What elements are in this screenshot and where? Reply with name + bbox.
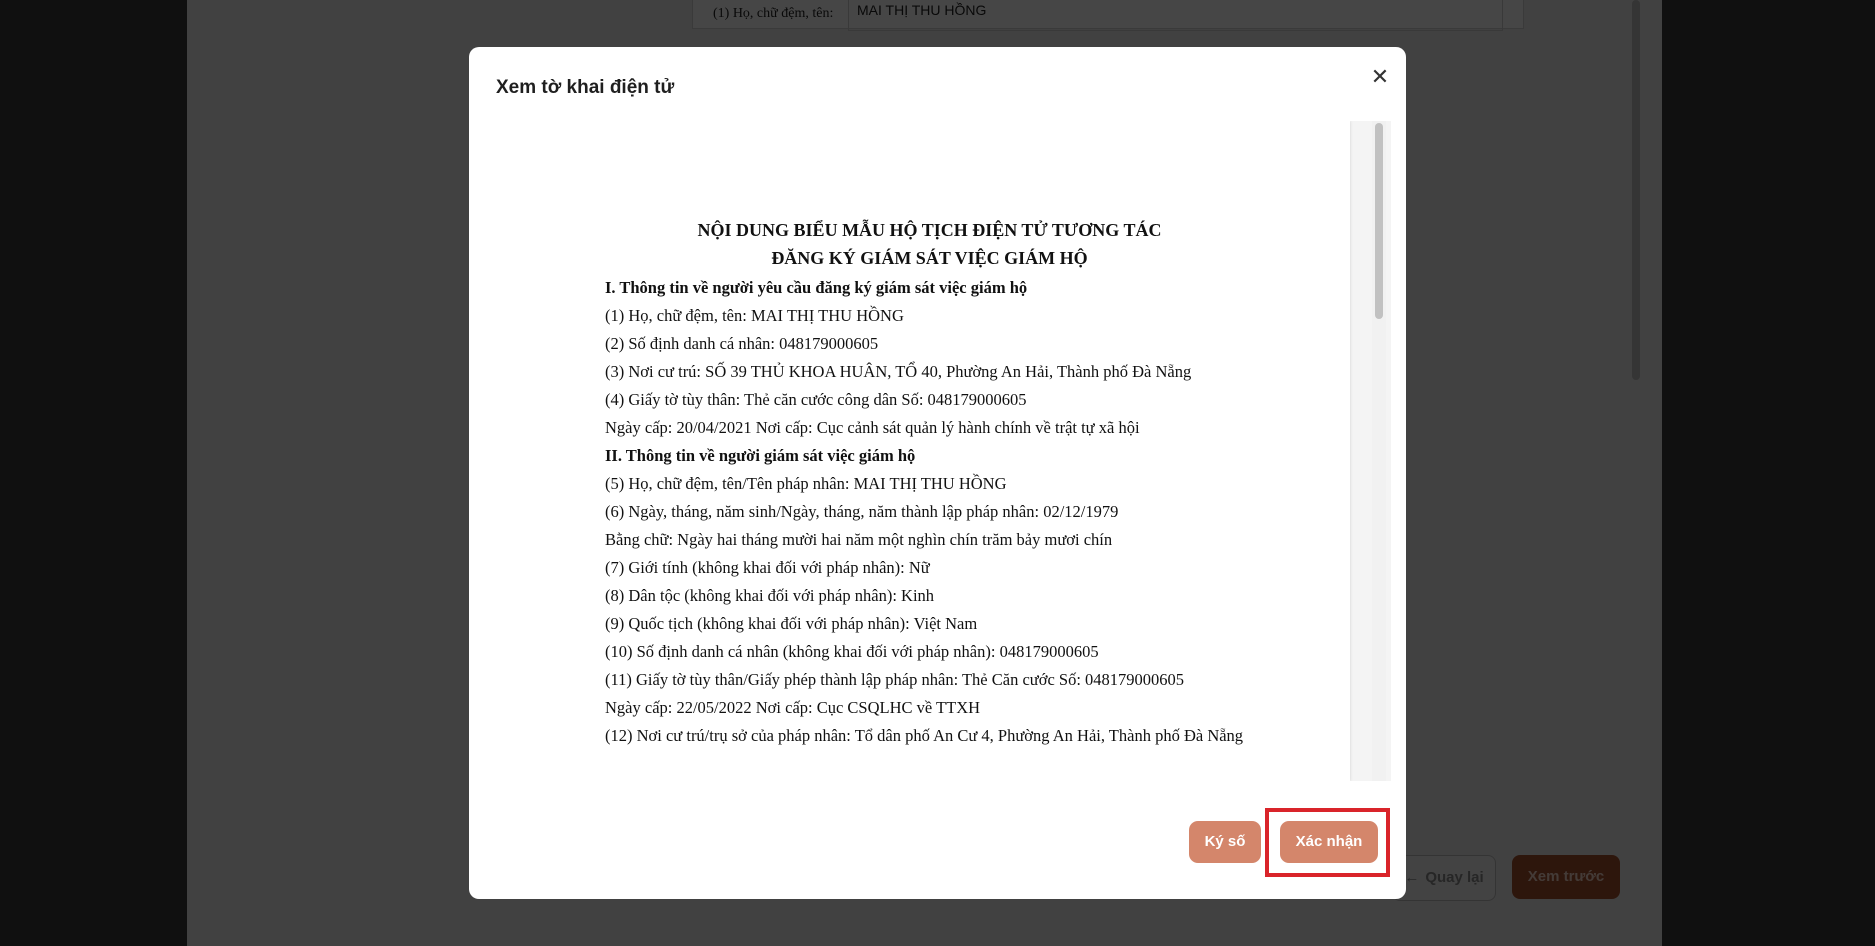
document-title-line2: ĐĂNG KÝ GIÁM SÁT VIỆC GIÁM HỘ	[771, 248, 1088, 268]
document-scrollbar-thumb[interactable]	[1375, 123, 1383, 319]
document-line: Ngày cấp: 20/04/2021 Nơi cấp: Cục cảnh sát quản lý hành chính về trật tự xã hội	[605, 418, 1140, 437]
document-line: (10) Số định danh cá nhân (không khai đối với pháp nhân): 048179000605	[605, 642, 1099, 661]
document-line: (11) Giấy tờ tùy thân/Giấy phép thành lập pháp nhân: Thẻ Căn cước Số: 048179000605	[605, 670, 1185, 689]
document-line: (9) Quốc tịch (không khai đối với pháp nhân): Việt Nam	[605, 614, 978, 633]
document-line: Bằng chữ: Ngày hai tháng mười hai năm một nghìn chín trăm bảy mươi chín	[605, 530, 1113, 549]
document-line: (8) Dân tộc (không khai đối với pháp nhân): Kinh	[605, 586, 935, 605]
document-line: (4) Giấy tờ tùy thân: Thẻ căn cước công dân Số: 048179000605	[605, 390, 1027, 409]
document-page	[509, 121, 1350, 781]
document-line: (3) Nơi cư trú: SỐ 39 THỦ KHOA HUÂN, TỔ 40, Phường An Hải, Thành phố Đà Nẵng	[605, 362, 1192, 381]
document-line: (1) Họ, chữ đệm, tên: MAI THỊ THU HỒNG	[605, 306, 904, 325]
digital-sign-button[interactable]: Ký số	[1189, 821, 1261, 863]
document-line: (12) Nơi cư trú/trụ sở của pháp nhân: Tổ dân phố An Cư 4, Phường An Hải, Thành phố Đà Nẵng	[605, 726, 1244, 745]
declaration-preview-modal	[469, 47, 1406, 899]
document-line: (7) Giới tính (không khai đối với pháp nhân): Nữ	[605, 558, 930, 577]
document-title-line1: NỘI DUNG BIỂU MẪU HỘ TỊCH ĐIỆN TỬ TƯƠNG TÁC	[697, 220, 1162, 240]
document-line: (5) Họ, chữ đệm, tên/Tên pháp nhân: MAI THỊ THU HỒNG	[605, 474, 1007, 493]
document-line: (2) Số định danh cá nhân: 048179000605	[605, 334, 879, 353]
section-1-heading: I. Thông tin về người yêu cầu đăng ký giám sát việc giám hộ	[605, 278, 1028, 297]
document-viewer[interactable]	[509, 121, 1391, 781]
document-line: Ngày cấp: 22/05/2022 Nơi cấp: Cục CSQLHC về TTXH	[605, 698, 981, 717]
document-line: (6) Ngày, tháng, năm sinh/Ngày, tháng, năm thành lập pháp nhân: 02/12/1979	[605, 502, 1119, 521]
confirm-button[interactable]: Xác nhận	[1280, 821, 1378, 863]
section-2-heading: II. Thông tin về người giám sát việc giám hộ	[605, 446, 916, 465]
modal-title: Xem tờ khai điện tử	[496, 77, 675, 98]
confirm-button-highlight	[1265, 808, 1390, 877]
close-icon[interactable]: ✕	[1370, 64, 1390, 89]
